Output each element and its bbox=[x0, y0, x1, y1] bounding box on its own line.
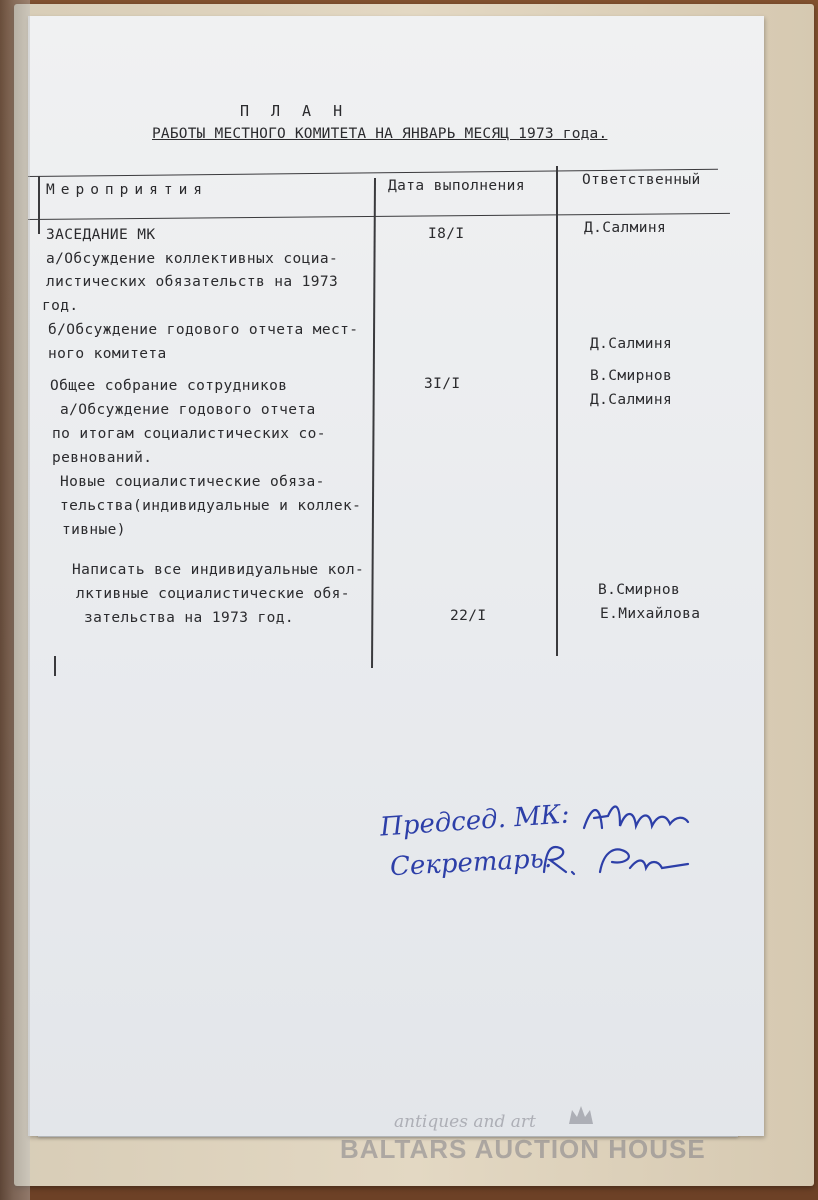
activity-line: тельства(индивидуальные и коллек- bbox=[60, 498, 362, 514]
activity-line: листических обязательств на 1973 bbox=[46, 274, 339, 290]
responsible-cell: В.Смирнов bbox=[598, 582, 681, 598]
responsible-cell: Д.Салминя bbox=[584, 220, 667, 236]
document-subtitle: РАБОТЫ МЕСТНОГО КОМИТЕТА НА ЯНВАРЬ МЕСЯЦ 1973 года. bbox=[152, 126, 608, 142]
date-cell: 22/I bbox=[450, 608, 487, 624]
watermark-brand: BALTARS AUCTION HOUSE bbox=[340, 1134, 706, 1164]
secretary-signature-scribble bbox=[538, 838, 708, 882]
activity-line: Общее собрание сотрудников bbox=[50, 378, 288, 394]
responsible-cell: Е.Михайлова bbox=[600, 606, 701, 622]
date-cell: 3I/I bbox=[424, 376, 461, 392]
activity-line: б/Обсуждение годового отчета мест- bbox=[48, 322, 359, 338]
document-sheet bbox=[28, 16, 764, 1136]
crown-icon bbox=[566, 1102, 596, 1128]
binding-shadow bbox=[0, 0, 30, 1200]
activity-line: ного комитета bbox=[48, 346, 167, 362]
responsible-cell: В.Смирнов bbox=[590, 368, 673, 384]
responsible-cell: Д.Салминя bbox=[590, 336, 673, 352]
chair-signature-label: Председ. МК: bbox=[379, 799, 571, 843]
date-cell: I8/I bbox=[428, 226, 465, 242]
responsible-cell: Д.Салминя bbox=[590, 392, 673, 408]
activity-line: ЗАСЕДАНИЕ МК bbox=[46, 227, 156, 243]
folder bbox=[14, 4, 814, 1186]
activity-line: а/Обсуждение годового отчета bbox=[60, 402, 316, 418]
activity-line: лктивные социалистические обя- bbox=[76, 586, 350, 602]
header-responsible: Ответственный bbox=[582, 172, 701, 188]
table-column-divider-2 bbox=[556, 166, 558, 656]
activity-line: Новые социалистические обяза- bbox=[60, 474, 325, 490]
activity-line: тивные) bbox=[62, 522, 126, 538]
activity-line: год. bbox=[42, 298, 79, 314]
activity-line: а/Обсуждение коллективных социа- bbox=[46, 251, 339, 267]
watermark-tagline: antiques and art bbox=[394, 1112, 536, 1132]
activity-line: по итогам социалистических со- bbox=[52, 426, 326, 442]
chair-signature-scribble bbox=[580, 798, 720, 838]
document-title: ПЛАН bbox=[240, 102, 365, 120]
activity-line: Написать все индивидуальные кол- bbox=[72, 562, 365, 578]
activity-line: ревнований. bbox=[52, 450, 153, 466]
secretary-signature-label: Секретарь. bbox=[389, 843, 553, 883]
header-date: Дата выполнения bbox=[388, 178, 525, 194]
activity-line: зательства на 1973 год. bbox=[84, 610, 294, 626]
table-left-edge-bottom bbox=[54, 656, 56, 676]
header-activities: Мероприятия bbox=[46, 182, 209, 198]
table-column-divider-1 bbox=[371, 178, 376, 668]
table-left-edge bbox=[38, 176, 40, 234]
